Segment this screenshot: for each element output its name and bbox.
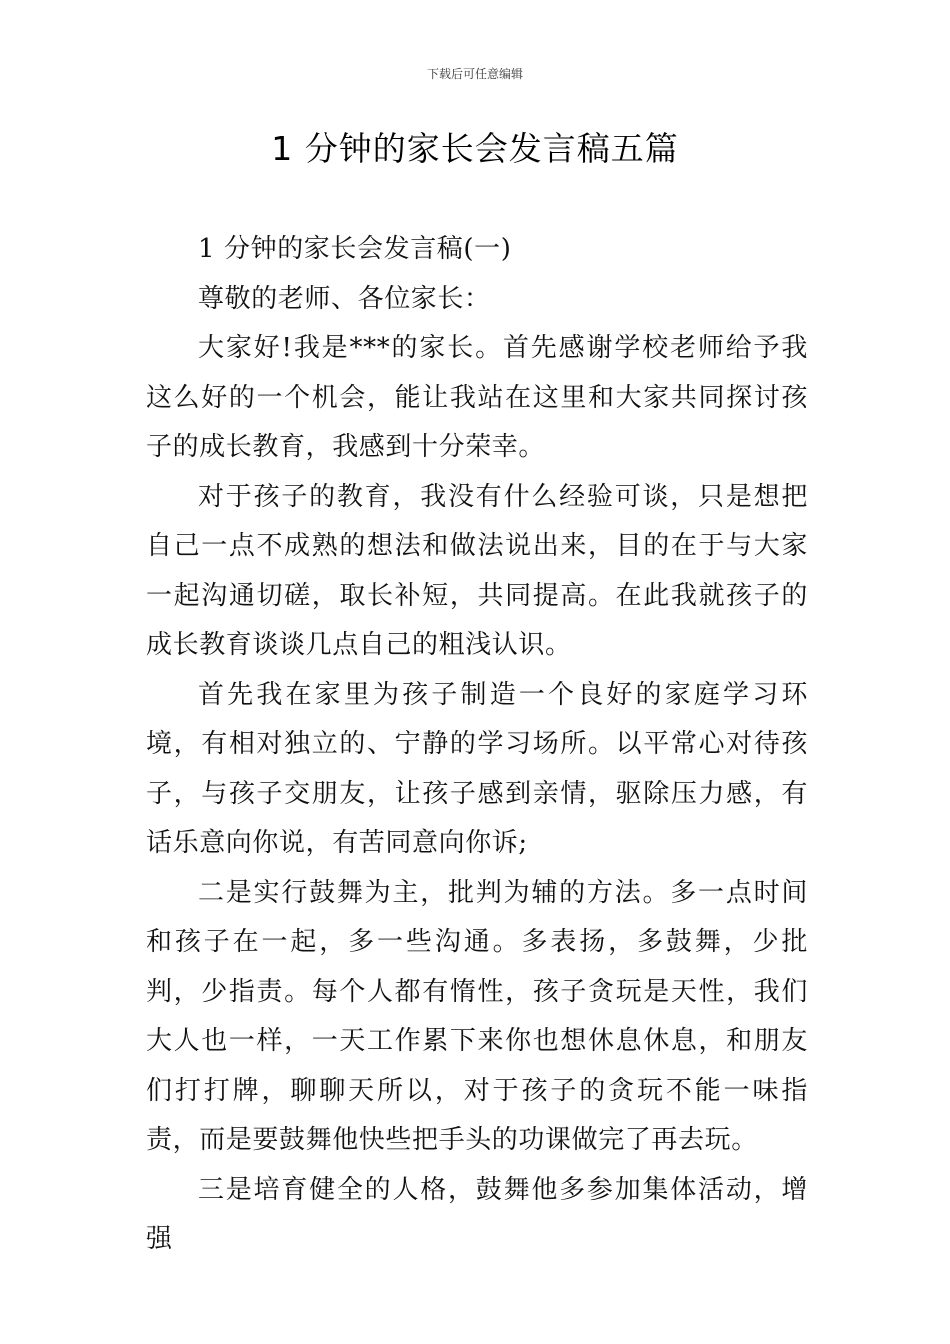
header-note: 下载后可任意编辑 [426, 67, 523, 81]
paragraph: 三是培育健全的人格，鼓舞他多参加集体活动，增强 [146, 1174, 808, 1254]
document-body [146, 225, 808, 1265]
salutation: 尊敬的老师、各位家长： [198, 283, 491, 314]
document-title: 1 分钟的家长会发言稿五篇 [271, 129, 679, 168]
section-heading: 1 分钟的家长会发言稿(一) [198, 234, 512, 264]
paragraph: 大家好!我是***的家长。首先感谢学校老师给予我这么好的一个机会，能让我站在这里和大家共同探讨孩子的成长教育，我感到十分荣幸。 [146, 333, 808, 462]
paragraph: 对于孩子的教育，我没有什么经验可谈，只是想把自己一点不成熟的想法和做法说出来，目的在于与大家一起沟通切磋，取长补短，共同提高。在此我就孩子的成长教育谈谈几点自己的粗浅认识。 [146, 481, 808, 660]
paragraph: 二是实行鼓舞为主，批判为辅的方法。多一点时间和孩子在一起，多一些沟通。多表扬，多鼓舞，少批判，少指责。每个人都有惰性，孩子贪玩是天性，我们大人也一样，一天工作累下来你也想休息休息，和朋友们打打牌，聊聊天所以，对于孩子的贪玩不能一味指责，而是要鼓舞他快些把手头的功课做完了再去玩。 [146, 877, 808, 1155]
paragraph: 首先我在家里为孩子制造一个良好的家庭学习环境，有相对独立的、宁静的学习场所。以平常心对待孩子，与孩子交朋友，让孩子感到亲情，驱除压力感，有话乐意向你说，有苦同意向你诉; [146, 679, 808, 858]
